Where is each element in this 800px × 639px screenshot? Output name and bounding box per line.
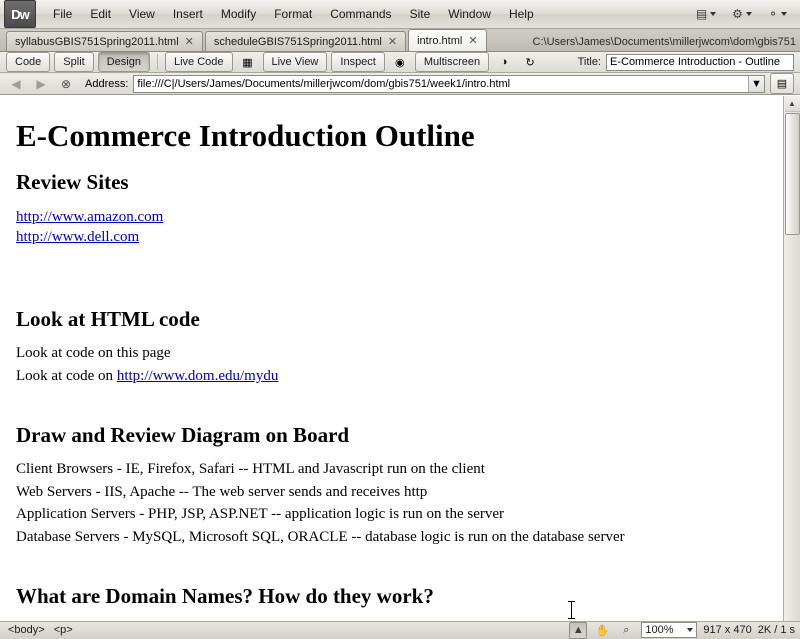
- text-cursor-icon: [571, 601, 572, 619]
- chevron-down-icon: [687, 628, 693, 632]
- document-tab-strip: [0, 29, 800, 52]
- live-view-options-icon[interactable]: ▦: [242, 56, 253, 69]
- menu-site[interactable]: Site: [409, 7, 431, 21]
- link-dell[interactable]: http://www.dell.com: [16, 229, 140, 246]
- menu-commands[interactable]: Commands: [330, 7, 392, 21]
- heading-review-sites: Review Sites: [16, 170, 129, 194]
- chevron-down-icon[interactable]: ▼: [748, 76, 764, 92]
- extend-dreamweaver-button[interactable]: [761, 4, 794, 24]
- design-canvas: [0, 95, 800, 621]
- tab-label: scheduleGBIS751Spring2011.html: [213, 35, 382, 48]
- text-database-servers: Database Servers - MySQL, Microsoft SQL, ORACLE -- database logic is run on the database server: [16, 529, 625, 546]
- visual-aids-icon[interactable]: ◑: [500, 56, 508, 68]
- document-size-value: 2K / 1 s: [757, 624, 795, 637]
- gear-icon: ⚙: [732, 7, 743, 21]
- review-links-list: [16, 207, 767, 247]
- link-dom-mydu[interactable]: http://www.dom.edu/mydu: [116, 367, 279, 384]
- live-code-button[interactable]: Live Code: [165, 52, 233, 72]
- document-title-group: [578, 54, 794, 71]
- zoom-level-value: 100%: [645, 624, 674, 637]
- scroll-up-icon[interactable]: ▲: [785, 96, 800, 112]
- menu-help[interactable]: Help: [508, 7, 534, 21]
- close-icon[interactable]: ✕: [468, 35, 478, 47]
- back-icon[interactable]: ◀: [11, 76, 21, 91]
- address-input-wrapper[interactable]: [133, 75, 765, 93]
- toolbar-divider: [157, 54, 158, 70]
- menu-window[interactable]: Window: [448, 7, 491, 21]
- heading-diagram: Draw and Review Diagram on Board: [16, 422, 350, 447]
- chevron-down-icon: [781, 12, 787, 16]
- document-toolbar: [0, 52, 800, 73]
- page-title: E-Commerce Introduction Outline: [16, 118, 475, 153]
- extend-icon: ⚬: [767, 7, 778, 21]
- layout-switcher-button[interactable]: [689, 4, 723, 24]
- design-view-button[interactable]: Design: [98, 52, 150, 72]
- select-tool-icon[interactable]: ▲: [569, 622, 587, 639]
- text-look-at-code-this-page: Look at code on this page: [16, 345, 171, 362]
- menu-format[interactable]: Format: [274, 7, 313, 21]
- tab-syllabus[interactable]: [6, 31, 203, 51]
- stop-icon[interactable]: ⊗: [60, 76, 72, 91]
- address-bar: [0, 73, 800, 95]
- text-application-servers: Application Servers - PHP, JSP, ASP.NET -- application logic is run on the server: [16, 506, 505, 523]
- menu-modify[interactable]: Modify: [220, 7, 257, 21]
- text-prefix: Look at code on: [16, 367, 117, 384]
- document-path: C:\Users\James\Documents\millerjwcom\dom\gbis751: [532, 36, 796, 48]
- forward-icon[interactable]: ▶: [36, 76, 46, 91]
- menu-insert[interactable]: Insert: [172, 7, 203, 21]
- close-icon[interactable]: ✕: [184, 36, 194, 48]
- tag-body[interactable]: <body>: [8, 624, 45, 637]
- layout-icon: ▤: [695, 7, 708, 21]
- scrollbar-thumb[interactable]: [785, 113, 800, 235]
- spacer: [16, 247, 767, 291]
- menu-bar: [0, 0, 800, 29]
- code-view-button[interactable]: Code: [6, 52, 50, 72]
- status-bar: [0, 621, 800, 639]
- status-right-group: [569, 622, 795, 639]
- window-size-value[interactable]: 917 x 470: [703, 624, 752, 637]
- hand-tool-icon[interactable]: ✋: [595, 624, 610, 637]
- multiscreen-button[interactable]: Multiscreen: [415, 52, 489, 72]
- tag-p[interactable]: <p>: [53, 624, 73, 637]
- text-web-servers: Web Servers - IIS, Apache -- The web server sends and receives http: [16, 483, 428, 500]
- menu-file[interactable]: File: [53, 7, 73, 21]
- menubar-right-tools: [689, 4, 800, 24]
- browser-preview-icon[interactable]: ◉: [395, 56, 405, 69]
- chevron-down-icon: [746, 12, 752, 16]
- menu-view[interactable]: View: [129, 7, 155, 21]
- zoom-tool-icon[interactable]: ⌕: [623, 623, 630, 636]
- refresh-icon[interactable]: ↻: [525, 56, 535, 69]
- tab-label: syllabusGBIS751Spring2011.html: [15, 35, 179, 48]
- close-icon[interactable]: ✕: [387, 36, 398, 48]
- menu-edit[interactable]: Edit: [90, 7, 112, 21]
- tag-selector: [5, 623, 76, 637]
- site-settings-button[interactable]: [725, 4, 759, 24]
- tab-label: intro.html: [417, 34, 463, 47]
- tab-schedule[interactable]: [205, 31, 406, 51]
- tab-intro[interactable]: [408, 29, 486, 51]
- title-label: Title:: [577, 56, 601, 68]
- text-client-browsers: Client Browsers - IE, Firefox, Safari -- HTML and Javascript run on the client: [16, 460, 485, 477]
- zoom-level-select[interactable]: [641, 622, 697, 638]
- rendered-page[interactable]: [0, 96, 783, 621]
- live-view-button[interactable]: Live View: [263, 52, 328, 72]
- split-view-button[interactable]: Split: [54, 52, 93, 72]
- address-input[interactable]: [134, 76, 748, 92]
- text-look-at-code-link-line: [16, 367, 767, 387]
- chevron-down-icon: [710, 12, 716, 16]
- vertical-scrollbar[interactable]: [783, 96, 800, 621]
- dreamweaver-logo: Dw: [4, 0, 36, 28]
- address-label: Address:: [85, 77, 129, 90]
- link-amazon[interactable]: http://www.amazon.com: [16, 209, 164, 225]
- heading-domain-names: What are Domain Names? How do they work?: [16, 583, 434, 608]
- document-title-input[interactable]: [606, 54, 794, 71]
- inspect-button[interactable]: Inspect: [331, 52, 384, 72]
- heading-html-code: Look at HTML code: [16, 307, 200, 332]
- file-management-icon[interactable]: ▤: [770, 73, 794, 94]
